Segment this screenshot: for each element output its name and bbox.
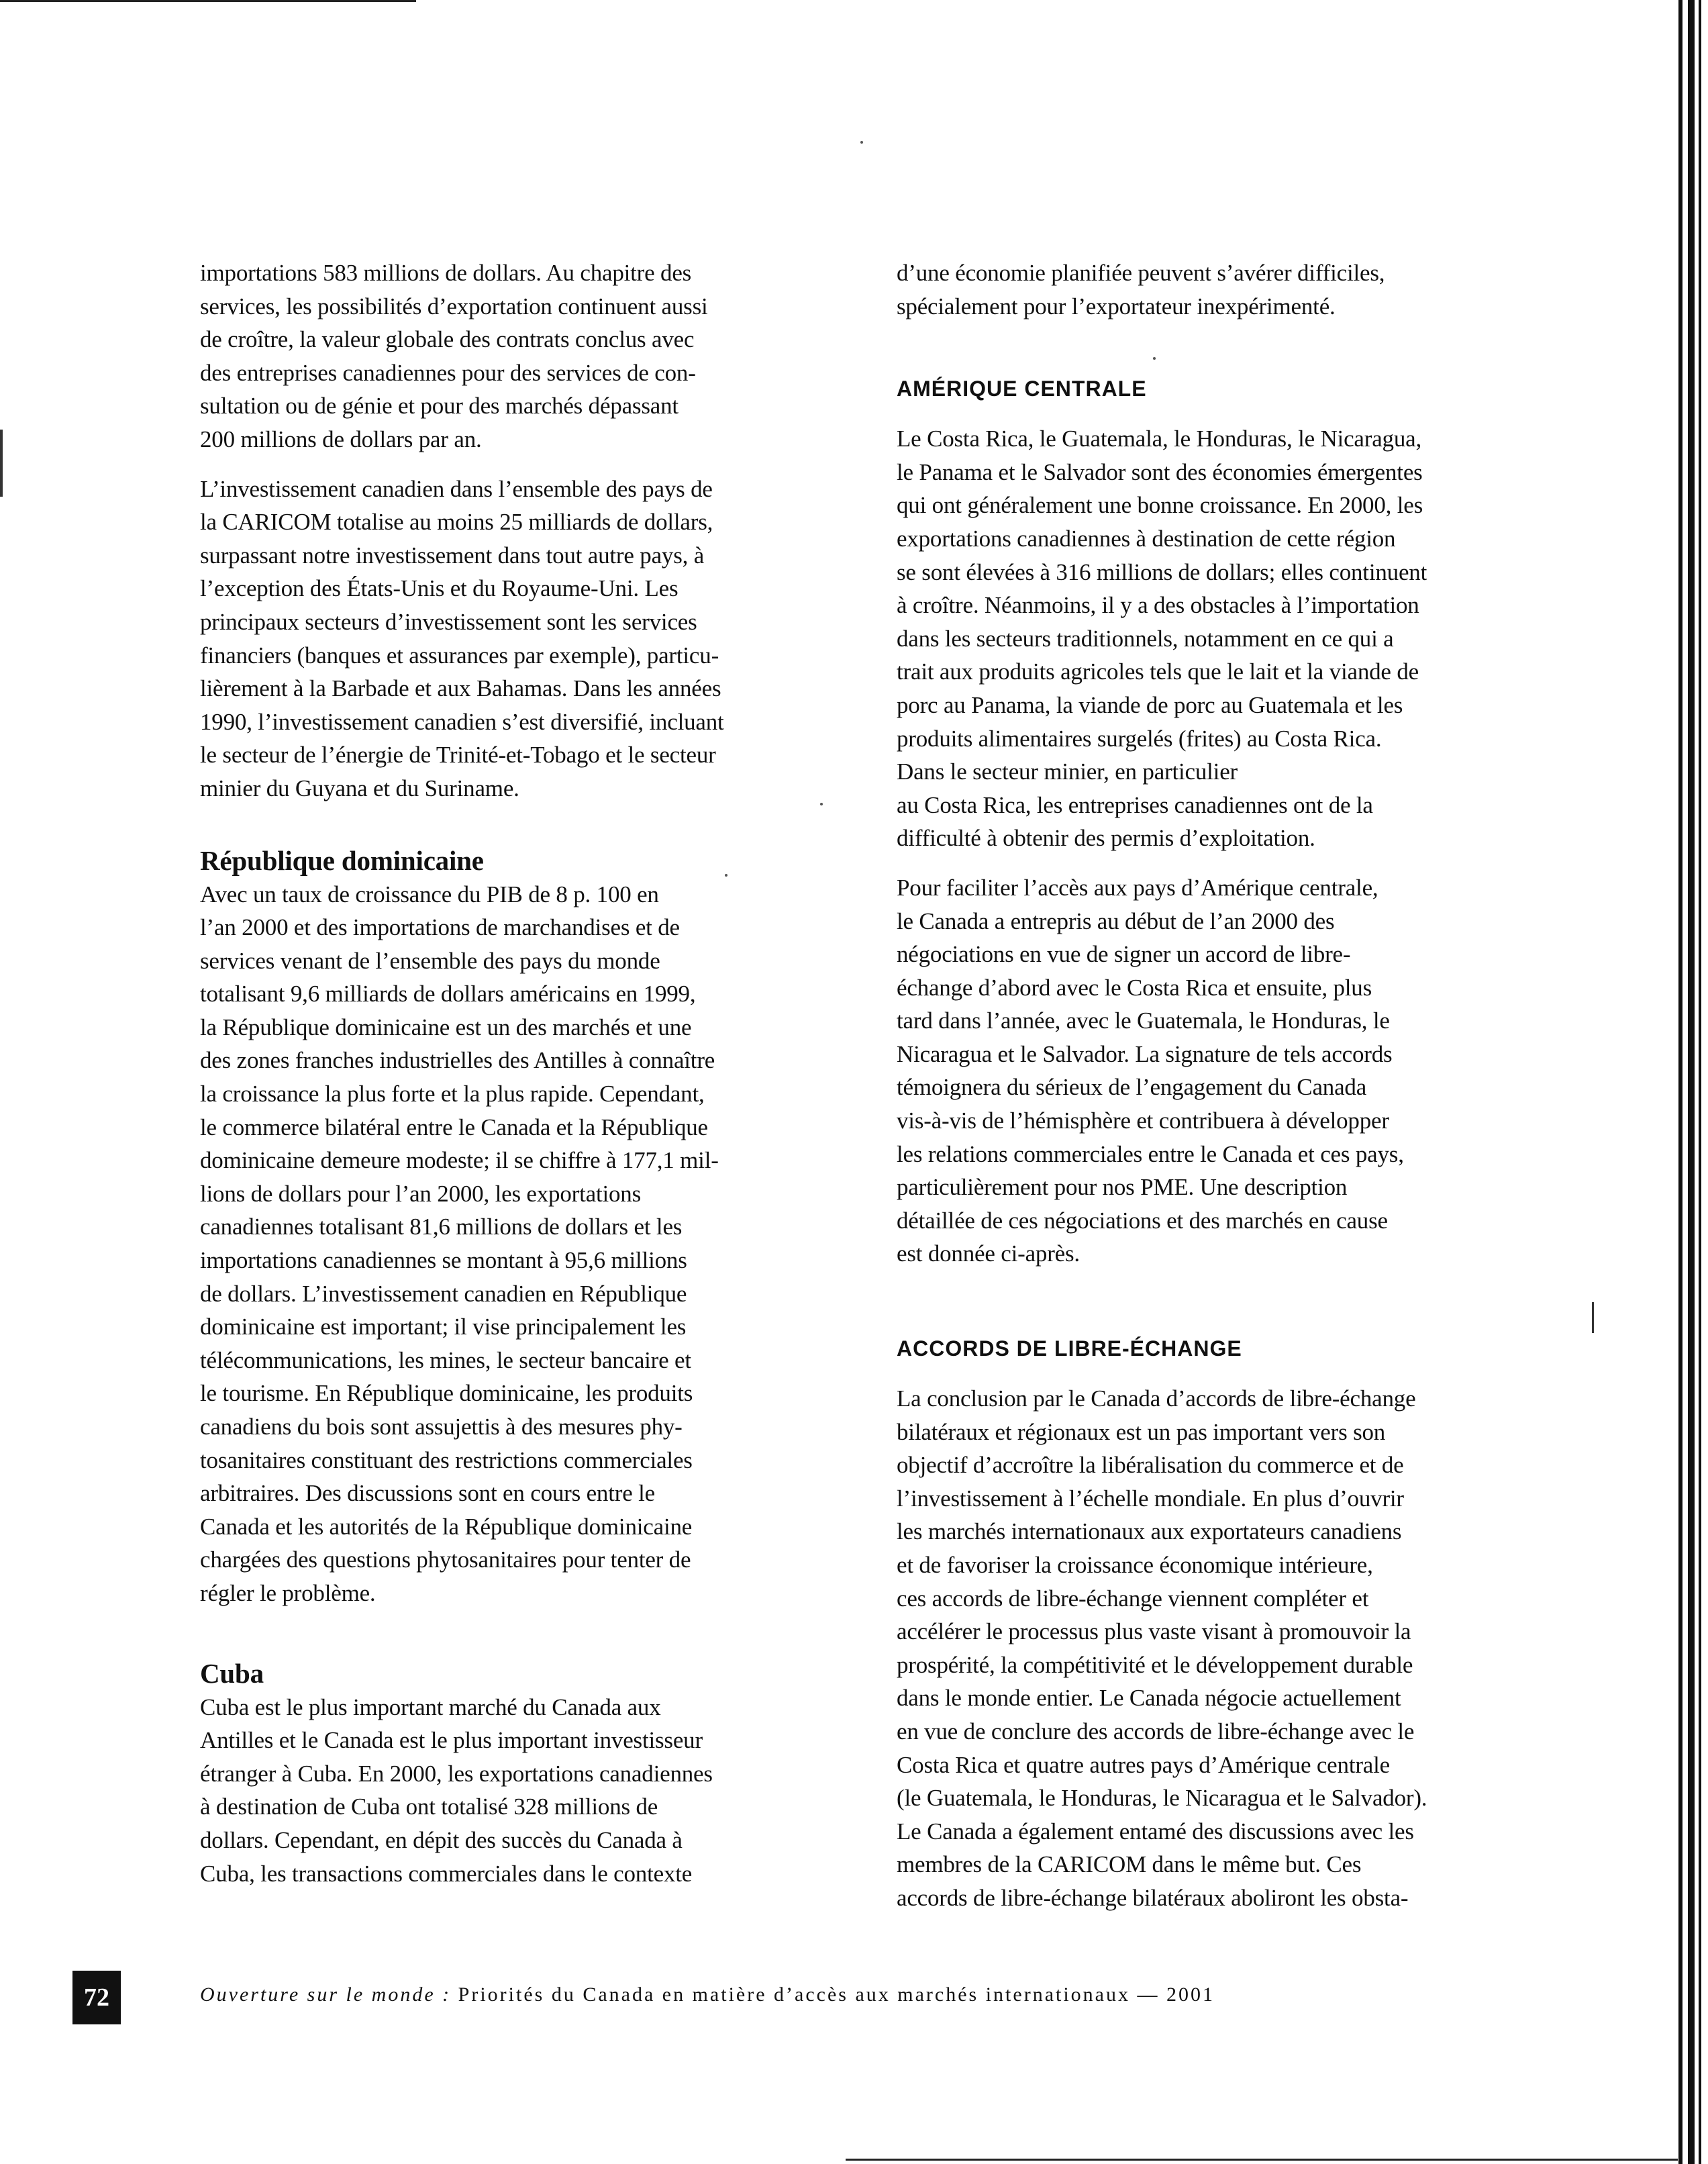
paragraph: d’une économie planifiée peuvent s’avérer difficiles, spécialement pour l’exportateur inexpérimenté. xyxy=(897,260,1385,319)
bottom-rule xyxy=(846,2159,1678,2161)
page-number: 72 xyxy=(72,1971,121,2024)
paragraph: Pour faciliter l’accès aux pays d’Amérique centrale, le Canada a entrepris au début de l’an 2000 des négociations en vue de signer un accord de libre- échange d’abord avec le Costa Rica et ensuite, plus tard dans l’année, avec le Guatemala, le Honduras, le Nicaragua et le Salvador. La signature de tels accords témoignera du sérieux de l’engagement du Canada vis-à-vis de l’hémisphère et contribuera à développer les relations commerciales entre le Canada et ces pays, particulièrement pour nos PME. Une description détaillée de ces négociations et des marchés en cause est donnée ci-après. xyxy=(897,874,1404,1267)
paragraph: La conclusion par le Canada d’accords de libre-échange bilatéraux et régionaux est un pas important vers son objectif d’accroître la libéralisation du commerce et de l’investissement à l’échelle mondiale. En plus d’ouvrir les marchés internationaux aux exportateurs canadiens et de favoriser la croissance économique intérieure, ces accords de libre-échange viennent compléter et accélérer le processus plus vaste visant à promouvoir la prospérité, la compétitivité et le développement durable dans le monde entier. Le Canada négocie actuellement en vue de conclure des accords de libre-échange avec le Costa Rica et quatre autres pays d’Amérique centrale (le Guatemala, le Honduras, le Nicaragua et le Salvador). Le Canada a également entamé des discussions avec les membres de la CARICOM dans le même but. Ces accords de libre-échange bilatéraux aboliront les obsta- xyxy=(897,1385,1427,1911)
running-footer-title xyxy=(200,1980,1489,2010)
section-heading: AMÉRIQUE CENTRALE xyxy=(897,377,1147,401)
page-footer xyxy=(0,1971,1708,2024)
binding-edge xyxy=(1676,0,1708,2164)
left-column xyxy=(200,256,791,1890)
footer-title-rest: Priorités du Canada en matière d’accès aux marchés internationaux — 2001 xyxy=(458,1983,1215,2006)
section-heading: République dominicaine xyxy=(200,844,484,876)
paragraph: importations 583 millions de dollars. Au chapitre des services, les possibilités d’exportation continuent aussi de croître, la valeur globale des contrats conclus avec des entreprises canadiennes pour des services de con- sultation ou de génie et pour des marchés dépassant 200 millions de dollars par an. xyxy=(200,260,708,452)
right-column xyxy=(897,256,1487,1915)
footer-title-italic: Ouverture sur le monde : xyxy=(200,1983,452,2006)
scan-speck xyxy=(820,803,823,805)
scan-speck xyxy=(860,141,863,144)
scan-margin-mark xyxy=(0,430,3,497)
section-heading: ACCORDS DE LIBRE-ÉCHANGE xyxy=(897,1336,1242,1361)
paragraph: Le Costa Rica, le Guatemala, le Honduras, le Nicaragua, le Panama et le Salvador sont des économies émergentes qui ont généralement une bonne croissance. En 2000, les exportations canadiennes à destination de cette région se sont élevées à 316 millions de dollars; elles continuent à croître. Néanmoins, il y a des obstacles à l’importation dans les secteurs traditionnels, notamment en ce qui a trait aux produits agricoles tels que le lait et la viande de porc au Panama, la viande de porc au Guatemala et les produits alimentaires surgelés (frites) au Costa Rica. Dans le secteur minier, en particulier au Costa Rica, les entreprises canadiennes ont de la difficulté à obtenir des permis d’exploitation. xyxy=(897,426,1427,852)
scan-margin-mark xyxy=(1592,1302,1594,1333)
top-rule xyxy=(0,0,416,2)
section-heading: Cuba xyxy=(200,1657,264,1689)
paragraph: L’investissement canadien dans l’ensemble des pays de la CARICOM totalise au moins 25 milliards de dollars, surpassant notre investissement dans tout autre pays, à l’exception des États-Unis et du Royaume-Uni. Les principaux secteurs d’investissement sont les services financiers (banques et assurances par exemple), particu- lièrement à la Barbade et aux Bahamas. Dans les années 1990, l’investissement canadien s’est diversifié, incluant le secteur de l’énergie de Trinité-et-Tobago et le secteur minier du Guyana et du Suriname. xyxy=(200,475,724,801)
paragraph: Avec un taux de croissance du PIB de 8 p. 100 en l’an 2000 et des importations de marchandises et de services venant de l’ensemble des pays du monde totalisant 9,6 milliards de dollars américains en 1999, la République dominicaine est un des marchés et une des zones franches industrielles des Antilles à connaître la croissance la plus forte et la plus rapide. Cependant, le commerce bilatéral entre le Canada et la République dominicaine demeure modeste; il se chiffre à 177,1 mil- lions de dollars pour l’an 2000, les exportations canadiennes totalisant 81,6 millions de dollars et les importations canadiennes se montant à 95,6 millions de dollars. L’investissement canadien en République dominicaine est important; il vise principalement les télécommunications, les mines, le secteur bancaire et le tourisme. En République dominicaine, les produits canadiens du bois sont assujettis à des mesures phy- tosanitaires constituant des restrictions commerciales arbitraires. Des discussions sont en cours entre le Canada et les autorités de la République dominicaine chargées des questions phytosanitaires pour tenter de régler le problème. xyxy=(200,881,719,1606)
paragraph: Cuba est le plus important marché du Canada aux Antilles et le Canada est le plus important investisseur étranger à Cuba. En 2000, les exportations canadiennes à destination de Cuba ont totalisé 328 millions de dollars. Cependant, en dépit des succès du Canada à Cuba, les transactions commerciales dans le contexte xyxy=(200,1693,713,1887)
